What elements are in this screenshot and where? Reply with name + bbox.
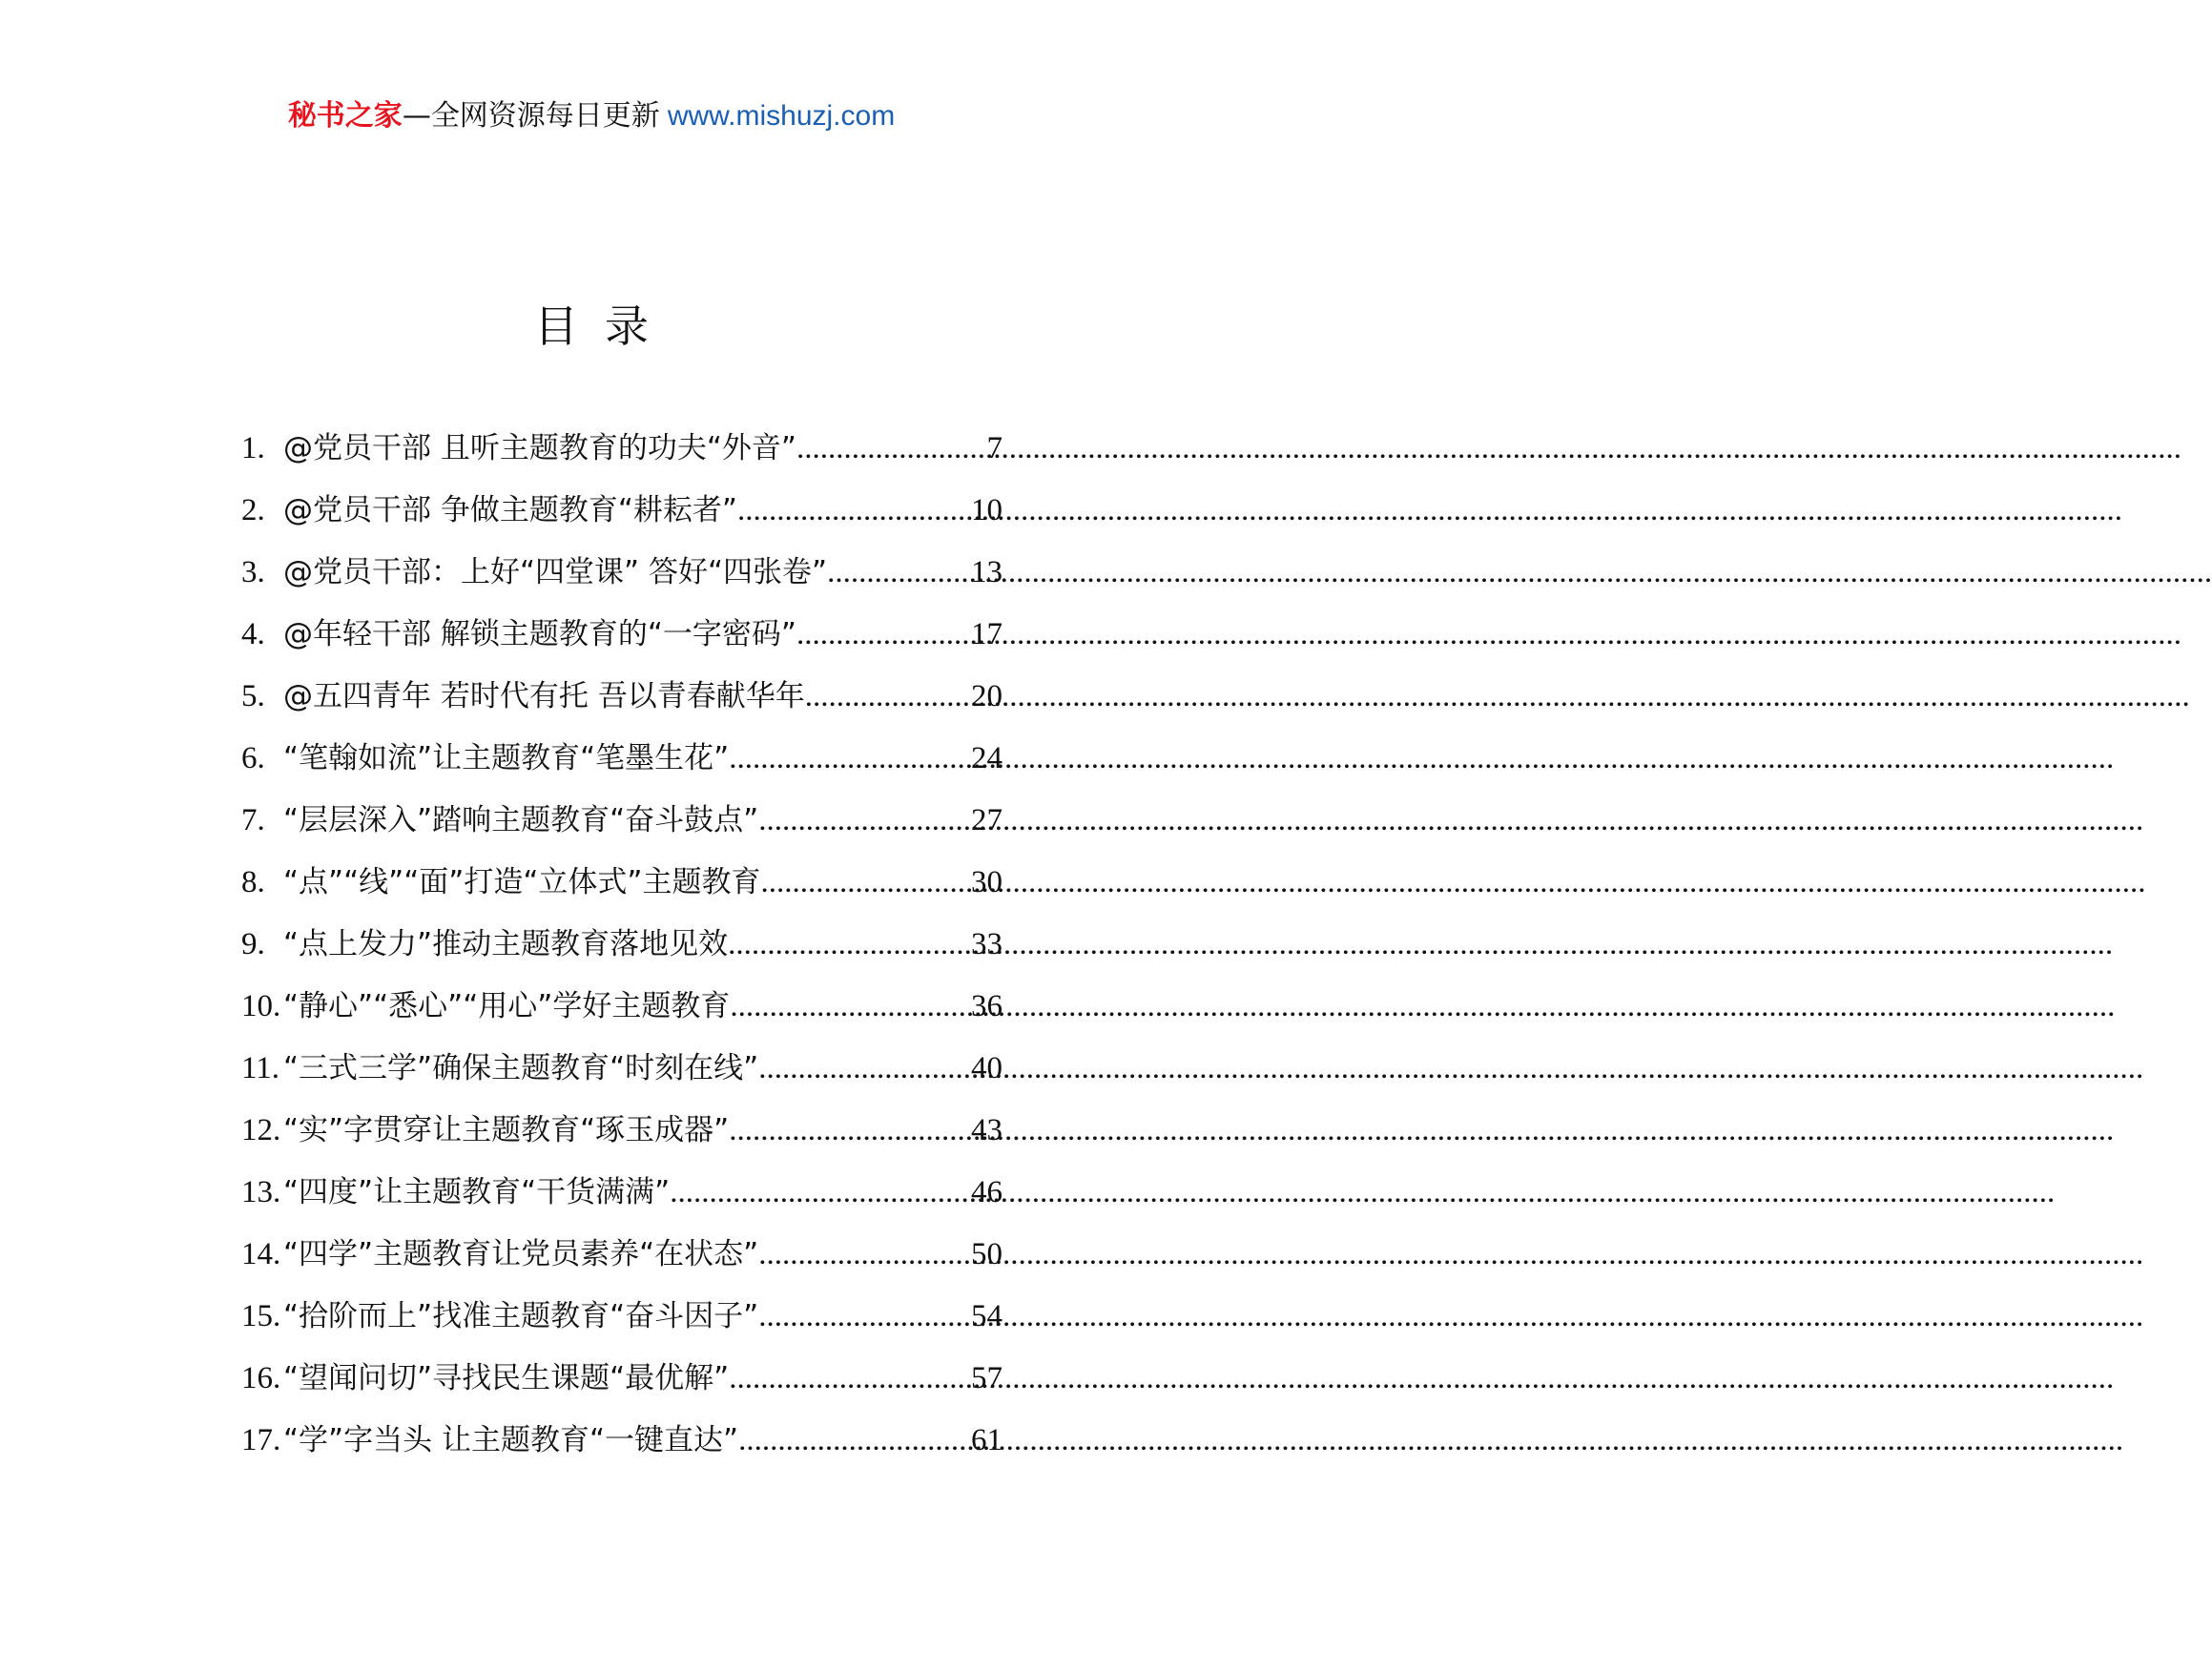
- toc-entry-number: 16.: [241, 1361, 281, 1395]
- toc-dot-leader: [730, 976, 971, 1038]
- toc-entry[interactable]: [241, 1038, 1003, 1100]
- toc-entry-number: 12.: [241, 1113, 281, 1147]
- toc-entry[interactable]: [241, 542, 1003, 604]
- toc-dot-leader: [758, 1286, 971, 1348]
- toc-entry-title: “四度”让主题教育“干货满满”: [283, 1175, 671, 1209]
- toc-entry[interactable]: [241, 914, 1003, 976]
- toc-dot-leader: [758, 790, 971, 852]
- toc-entry-page: 61: [971, 1423, 1003, 1457]
- toc-entry[interactable]: [241, 480, 1003, 542]
- toc-dot-leader: [805, 666, 971, 728]
- toc-entry-page: 7: [986, 431, 1003, 465]
- toc-entry-title: “点上发力”推动主题教育落地见效: [283, 927, 729, 961]
- toc-entry-page: 30: [971, 865, 1003, 899]
- toc-entry-page: 27: [971, 803, 1003, 837]
- toc-dot-leader: [758, 1038, 971, 1100]
- toc-entry-page: 24: [971, 741, 1003, 775]
- toc-entry-title: “静心”“悉心”“用心”学好主题教育: [283, 989, 731, 1023]
- toc-entry-number: 1.: [241, 431, 265, 465]
- toc-entry-title: “拾阶而上”找准主题教育“奋斗因子”: [283, 1299, 759, 1333]
- site-header: [0, 95, 1183, 137]
- toc-dot-leader: [796, 418, 987, 480]
- toc-entry-number: 14.: [241, 1237, 281, 1271]
- table-of-contents: [241, 418, 1003, 1472]
- toc-entry[interactable]: [241, 1162, 1003, 1224]
- toc-entry-number: 5.: [241, 679, 265, 713]
- toc-entry[interactable]: [241, 1100, 1003, 1162]
- toc-entry-title: “笔翰如流”让主题教育“笔墨生花”: [283, 741, 730, 775]
- toc-dot-leader: [827, 542, 971, 604]
- toc-entry-title: “四学”主题教育让党员素养“在状态”: [283, 1237, 759, 1271]
- toc-entry-title: “点”“线”“面”打造“立体式”主题教育: [283, 865, 761, 899]
- toc-entry[interactable]: [241, 1286, 1003, 1348]
- toc-entry-number: 2.: [241, 493, 265, 527]
- toc-entry-page: 46: [971, 1175, 1003, 1209]
- toc-entry-title: @五四青年 若时代有托 吾以青春献华年: [283, 679, 805, 713]
- toc-entry-title: @党员干部 争做主题教育“耕耘者”: [283, 493, 737, 527]
- brand-name: 秘书之家: [287, 99, 403, 133]
- toc-entry-page: 40: [971, 1051, 1003, 1085]
- toc-entry-title: “三式三学”确保主题教育“时刻在线”: [283, 1051, 759, 1085]
- toc-entry[interactable]: [241, 1224, 1003, 1286]
- site-url-link[interactable]: www.mishuzj.com: [667, 100, 896, 132]
- toc-dot-leader: [758, 1224, 971, 1286]
- toc-entry-number: 3.: [241, 555, 265, 589]
- toc-entry-page: 43: [971, 1113, 1003, 1147]
- toc-dot-leader: [796, 604, 971, 666]
- toc-dot-leader: [760, 852, 971, 914]
- toc-dot-leader: [728, 914, 971, 976]
- toc-entry[interactable]: [241, 728, 1003, 790]
- toc-entry-page: 54: [971, 1299, 1003, 1333]
- toc-entry[interactable]: [241, 790, 1003, 852]
- toc-dot-leader: [729, 1348, 971, 1410]
- toc-entry-number: 13.: [241, 1175, 281, 1209]
- toc-entry-number: 10.: [241, 989, 281, 1023]
- toc-entry-title: “层层深入”踏响主题教育“奋斗鼓点”: [283, 803, 759, 837]
- toc-entry-title: @年轻干部 解锁主题教育的“一字密码”: [283, 617, 796, 651]
- toc-entry-number: 15.: [241, 1299, 281, 1333]
- toc-entry-title: “望闻问切”寻找民生课题“最优解”: [283, 1361, 730, 1395]
- toc-entry-title: @党员干部：上好“四堂课” 答好“四张卷”: [283, 555, 828, 589]
- toc-entry-page: 36: [971, 989, 1003, 1023]
- toc-dot-leader: [738, 1410, 971, 1472]
- toc-dot-leader: [729, 1100, 971, 1162]
- toc-entry[interactable]: [241, 976, 1003, 1038]
- toc-dot-leader: [729, 728, 971, 790]
- toc-dot-leader: [737, 480, 971, 542]
- toc-entry-page: 50: [971, 1237, 1003, 1271]
- toc-dot-leader: [670, 1162, 971, 1224]
- toc-entry[interactable]: [241, 1348, 1003, 1410]
- header-slogan: —全网资源每日更新: [402, 99, 660, 133]
- toc-entry-page: 13: [971, 555, 1003, 589]
- toc-entry-number: 17.: [241, 1423, 281, 1457]
- toc-entry-number: 9.: [241, 927, 265, 961]
- toc-entry-number: 7.: [241, 803, 265, 837]
- toc-entry[interactable]: [241, 852, 1003, 914]
- toc-entry-page: 17: [971, 617, 1003, 651]
- toc-entry[interactable]: [241, 666, 1003, 728]
- toc-entry-title: @党员干部 且听主题教育的功夫“外音”: [283, 431, 796, 465]
- toc-entry[interactable]: [241, 604, 1003, 666]
- toc-entry-number: 6.: [241, 741, 265, 775]
- toc-entry-page: 10: [971, 493, 1003, 527]
- toc-entry-title: “实”字贯穿让主题教育“琢玉成器”: [283, 1113, 730, 1147]
- toc-entry-number: 4.: [241, 617, 265, 651]
- toc-entry-page: 57: [971, 1361, 1003, 1395]
- toc-entry[interactable]: [241, 1410, 1003, 1472]
- toc-entry-number: 11.: [241, 1051, 280, 1085]
- toc-entry-page: 33: [971, 927, 1003, 961]
- toc-entry-page: 20: [971, 679, 1003, 713]
- toc-entry-title: “学”字当头 让主题教育“一键直达”: [283, 1423, 739, 1457]
- toc-entry-number: 8.: [241, 865, 265, 899]
- toc-entry[interactable]: [241, 418, 1003, 480]
- page-title: 目录: [534, 300, 675, 352]
